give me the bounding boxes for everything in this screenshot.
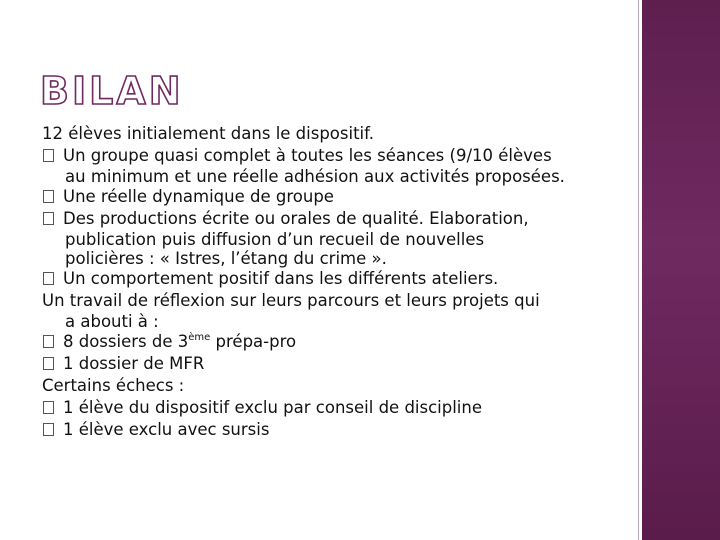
slide-title: BILAN	[40, 69, 184, 113]
bullet-continuation: policières : « Istres, l’étang du crime ».	[65, 249, 387, 268]
side-decoration-band	[642, 0, 720, 540]
bullet-continuation: publication puis diffusion d’un recueil de nouvelles	[65, 230, 485, 249]
bullet-item: 8 dossiers de 3ème prépa-pro	[42, 331, 622, 353]
bullet-item: 1 élève du dispositif exclu par conseil de discipline	[42, 397, 622, 419]
bullet-box-icon	[43, 272, 54, 285]
bullet-item: Un groupe quasi complet à toutes les séances (9/10 élèves	[42, 145, 622, 167]
bullet-box-icon	[43, 357, 54, 370]
body-continuation: a abouti à :	[65, 312, 159, 331]
bullet-box-icon	[43, 401, 54, 414]
body-line: 12 élèves initialement dans le dispositif.	[42, 124, 374, 143]
bullet-box-icon	[43, 423, 54, 436]
body-line: Certains échecs :	[42, 376, 185, 395]
bullet-box-icon	[43, 149, 54, 162]
bullet-box-icon	[43, 212, 54, 225]
bullet-box-icon	[43, 190, 54, 203]
bullet-item: 1 dossier de MFR	[42, 353, 622, 375]
body-line: Un travail de réflexion sur leurs parcours et leurs projets qui	[42, 291, 540, 310]
bullet-continuation: au minimum et une réelle adhésion aux activités proposées.	[65, 167, 565, 186]
bullet-item: Des productions écrite ou orales de qualité. Elaboration,	[42, 208, 622, 230]
slide-body	[42, 123, 622, 441]
bullet-item: Un comportement positif dans les différents ateliers.	[42, 268, 622, 290]
bullet-box-icon	[43, 335, 54, 348]
bullet-item: Une réelle dynamique de groupe	[42, 186, 622, 208]
side-band-divider	[638, 0, 639, 540]
bullet-item: 1 élève exclu avec sursis	[42, 419, 622, 441]
